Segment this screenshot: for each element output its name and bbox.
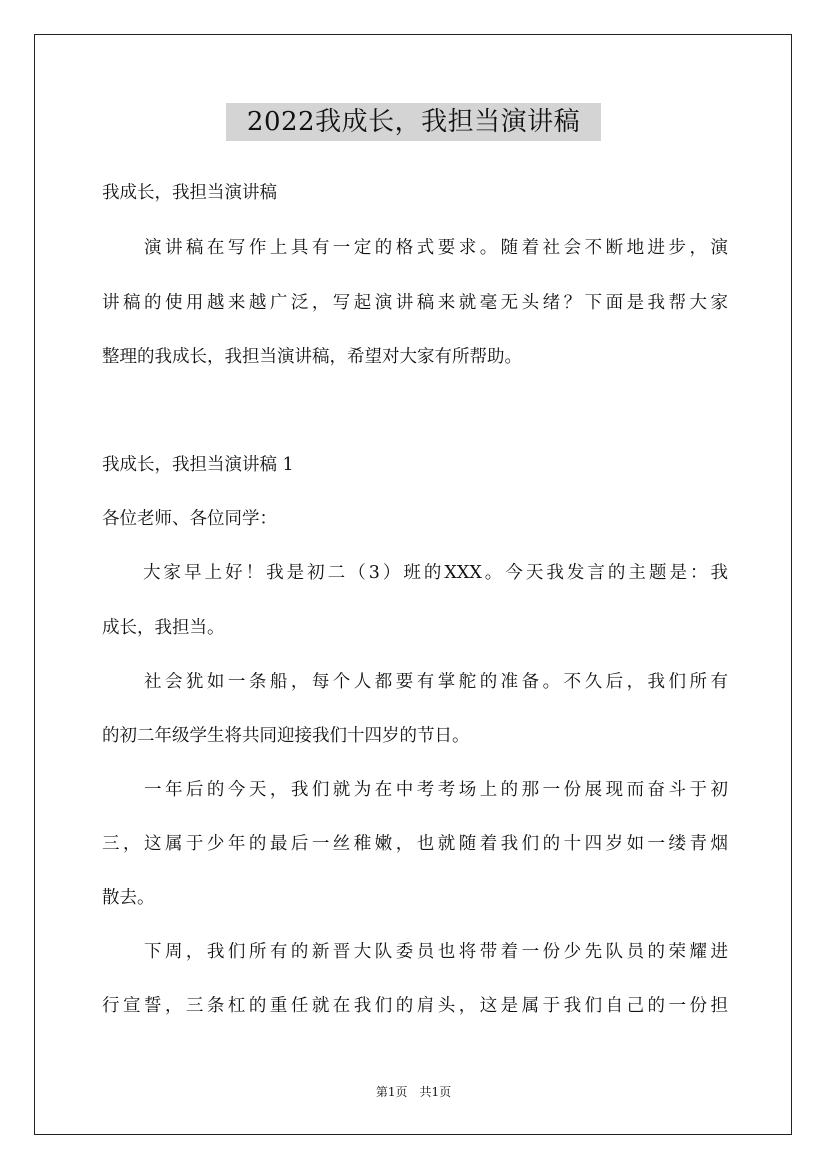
text-line: 大家早上好！我是初二（3）班的XXX。今天我发言的主题是：我 — [102, 563, 728, 583]
text-line: 一年后的今天，我们就为在中考考场上的那一份展现而奋斗于初 — [102, 780, 728, 800]
text-line: 各位老师、各位同学： — [102, 509, 277, 529]
text-line: 讲稿的使用越来越广泛，写起演讲稿来就毫无头绪？下面是我帮大家 — [102, 293, 728, 313]
text-line: 三，这属于少年的最后一丝稚嫩，也就随着我们的十四岁如一缕青烟 — [102, 834, 728, 854]
page-footer: 第1页 共1页 — [375, 1085, 452, 1099]
text-line: 社会犹如一条船，每个人都要有掌舵的准备。不久后，我们所有 — [102, 672, 728, 692]
text-line: 下周，我们所有的新晋大队委员也将带着一份少先队员的荣耀进 — [102, 942, 728, 962]
text-line: 行宣誓，三条杠的重任就在我们的肩头，这是属于我们自己的一份担 — [102, 996, 728, 1016]
text-line: 整理的我成长，我担当演讲稿，希望对大家有所帮助。 — [102, 347, 522, 367]
text-line: 散去。 — [102, 888, 155, 908]
text-line: 演讲稿在写作上具有一定的格式要求。随着社会不断地进步，演 — [102, 238, 728, 258]
section-heading: 我成长，我担当演讲稿 1 — [102, 455, 294, 475]
text-line: 成长，我担当。 — [102, 618, 225, 638]
text-line: 的初二年级学生将共同迎接我们十四岁的节日。 — [102, 726, 470, 746]
document-title: 2022我成长，我担当演讲稿 — [226, 103, 601, 141]
text-line: 我成长，我担当演讲稿 — [102, 183, 277, 203]
